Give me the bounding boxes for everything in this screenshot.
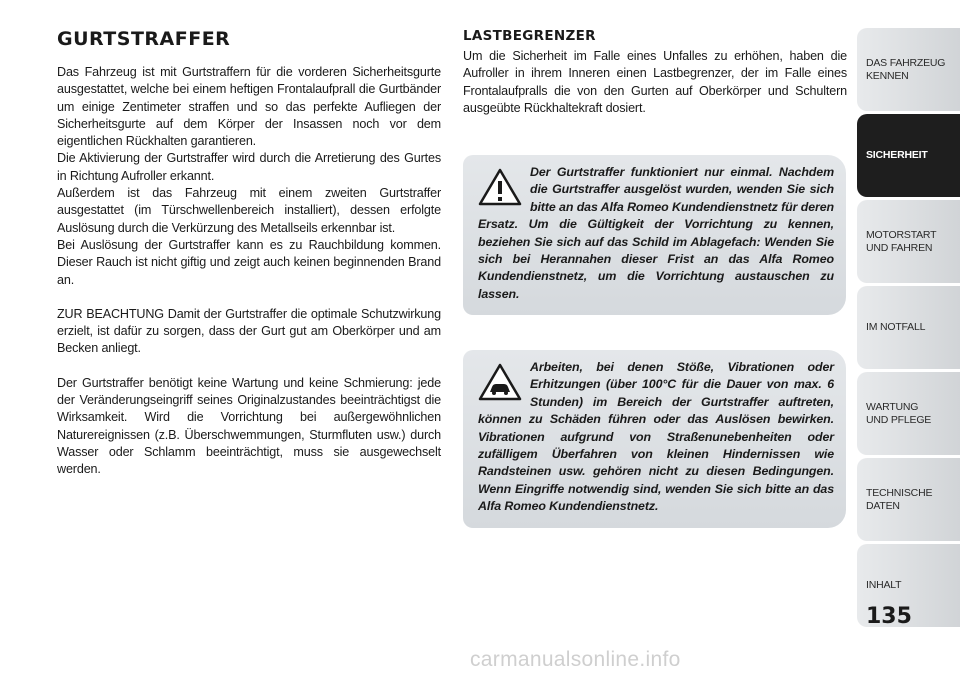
tab-label: SICHERHEIT bbox=[866, 149, 928, 161]
page-number: 135 bbox=[866, 604, 912, 629]
tab-technische-daten[interactable] bbox=[857, 458, 960, 541]
tab-im-notfall[interactable] bbox=[857, 286, 960, 369]
left-column bbox=[57, 28, 441, 479]
right-column bbox=[463, 28, 847, 117]
tab-label: INHALT bbox=[866, 579, 902, 591]
tab-label: MOTORSTART UND FAHREN bbox=[866, 228, 937, 254]
warning-box bbox=[463, 155, 846, 315]
tab-label: IM NOTFALL bbox=[866, 321, 926, 333]
watermark: carmanualsonline.info bbox=[470, 648, 681, 671]
tab-wartung-und-pflege[interactable] bbox=[857, 372, 960, 455]
subsection-heading: LASTBEGRENZER bbox=[463, 28, 596, 44]
tab-motorstart-und-fahren[interactable] bbox=[857, 200, 960, 283]
warning-triangle-icon bbox=[478, 168, 522, 210]
warning-text: Arbeiten, bei denen Stöße, Vibrationen oder Erhitzungen (über 100°C für die Dauer von max. 6 Stunden) im Bereich der Gurtstraffer auftreten, können zu Schäden führen oder das Auslösen bewirken. Vibrationen aufgrund von Straßenunebenheiten oder zufälligem Überfahren von kleinen Hindernissen wie Randsteinen usw. gehören nicht zu diesen Bedingungen. Wenn Eingriffe notwendig sind, wenden Sie sich bitte an das Alfa Romeo Kundendienstnetz. bbox=[478, 360, 834, 514]
car-warning-icon bbox=[478, 363, 522, 405]
paragraph: Bei Auslösung der Gurtstraffer kann es zu Rauchbildung kommen. Dieser Rauch ist nicht giftig und zeigt auch keinen beginnenden Brand an. bbox=[57, 237, 441, 287]
paragraph: Um die Sicherheit im Falle eines Unfalles zu erhöhen, haben die Aufroller in ihrem Inneren einen Lastbegrenzer, der im Falle eines Frontalaufpralls die von den Gurten auf Oberkörper und Schultern ausgeübte Rückhaltekraft dosiert. bbox=[463, 49, 847, 115]
tab-label: WARTUNG UND PFLEGE bbox=[866, 400, 932, 426]
section-heading: GURTSTRAFFER bbox=[57, 28, 231, 50]
tab-label: TECHNISCHE DATEN bbox=[866, 486, 933, 512]
warning-text: Der Gurtstraffer funktioniert nur einmal. Nachdem die Gurtstraffer ausgelöst wurden, wenden Sie sich bitte an das Alfa Romeo Kundendienstnetz für deren Ersatz. Um die Gültigkeit der Vorrichtung zu kennen, beziehen Sie sich auf das Schild im Ablagefach: Wenden Sie sich bei Herannahen dieser Frist an das Alfa Romeo Kundendienstnetz, um die Vorrichtung austauschen zu lassen. bbox=[478, 165, 834, 301]
paragraph: Der Gurtstraffer benötigt keine Wartung und keine Schmierung: jede der Veränderungseingriff seines Originalzustandes beeinträchtigst die Wirksamkeit. Wird die Vorrichtung bei außergewöhnlichen Naturereignissen (z.B. Überschwemmungen, Sturmfluten usw.) durch Wasser oder Schlamm beeinträchtigt, muss sie ausgewechselt werden. bbox=[57, 375, 441, 477]
paragraph: Das Fahrzeug ist mit Gurtstraffern für die vorderen Sicherheitsgurte ausgestattet, welche bei einem heftigen Frontalaufprall die Gurtbänder um einige Zentimeter straffen und so das perfekte Aufliegen der Sicherheitsgurte auf dem Körper der Insassen noch vor dem eigentlichen Rückhalten garantieren. bbox=[57, 65, 441, 149]
paragraph: Die Aktivierung der Gurtstraffer wird durch die Arretierung des Gurtes in Richtung Aufroller erkannt. bbox=[57, 151, 441, 183]
paragraph: Außerdem ist das Fahrzeug mit einem zweiten Gurtstraffer ausgestattet (im Türschwellenbereich installiert), dessen erfolgte Auslösung durch die Verkürzung des Metallseils erkennbar ist. bbox=[57, 186, 441, 235]
tab-das-fahrzeug-kennen[interactable] bbox=[857, 28, 960, 111]
tab-label: DAS FAHRZEUG KENNEN bbox=[866, 56, 946, 82]
note-paragraph: ZUR BEACHTUNG Damit der Gurtstraffer die optimale Schutzwirkung erzielt, ist dafür zu sorgen, dass der Gurt gut am Oberkörper und am Becken anliegt. bbox=[57, 306, 441, 356]
tab-sicherheit[interactable] bbox=[857, 114, 960, 197]
caution-box bbox=[463, 350, 846, 528]
chapter-tabs bbox=[857, 28, 960, 630]
